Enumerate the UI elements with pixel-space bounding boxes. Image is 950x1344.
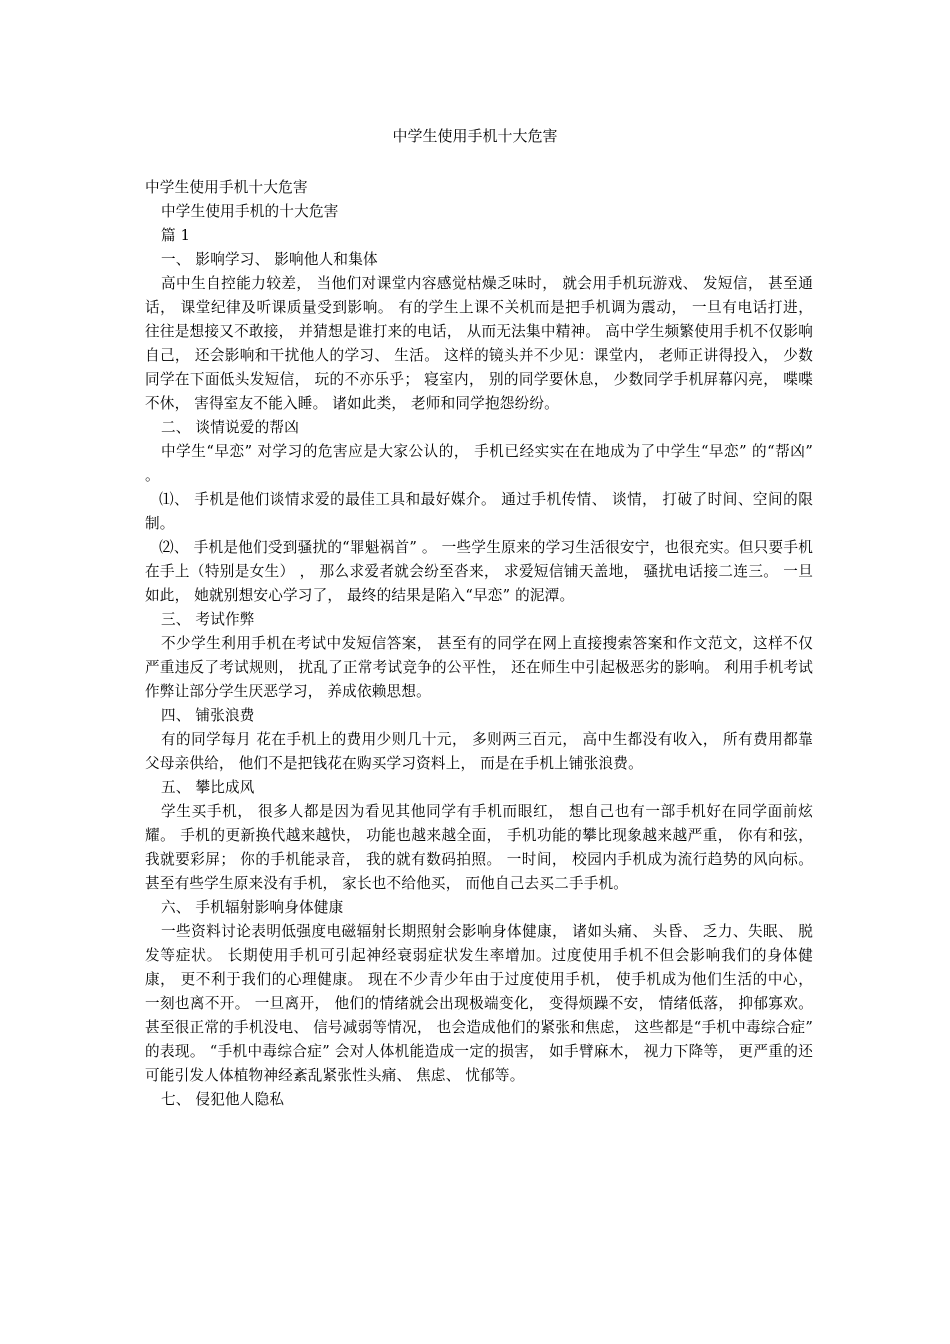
body-paragraph: ⑵、 手机是他们受到骚扰的“罪魁祸首” 。 一些学生原来的学习生活很安宁，也很充实。但只要手机在手上（特别是女生） ， 那么求爱者就会纷至沓来， 求爱短信铺天盖地， 骚扰电话接二连三。 一旦如此， 她就别想安心学习了， 最终的结果是陷入“早恋” 的泥潭。 [145,539,813,604]
body-paragraph: 学生买手机， 很多人都是因为看见其他同学有手机而眼红， 想自己也有一部手机好在同学面前炫耀。 手机的更新换代越来越快， 功能也越来越全面， 手机功能的攀比现象越来越严重， 你有和弦， 我就要彩屏； 你的手机能录音， 我的就有数码拍照。 一时间， 校园内手机成为流行趋势的风向标。 甚至有些学生原来没有手机， 家长也不给他买， 而他自己去买二手手机。 [145,803,813,892]
body-paragraph: 高中生自控能力较差， 当他们对课堂内容感觉枯燥乏味时， 就会用手机玩游戏、 发短信， 甚至通话， 课堂纪律及听课质量受到影响。 有的学生上课不关机而是把手机调为震动， 一旦有电话打进， 往往是想接又不敢接， 并猜想是谁打来的电话， 从而无法集中精神。 高中学生频繁使用手机不仅影响自己， 还会影响和干扰他人的学习、 生活。 这样的镜头并不少见：课堂内， 老师正讲得投入， 少数同学在下面低头发短信， 玩的不亦乐乎； 寝室内， 别的同学要休息， 少数同学手机屏幕闪亮， 喋喋不休， 害得室友不能入睡。 诸如此类， 老师和同学抱怨纷纷。 [145,275,813,412]
heading-line: 四、 铺张浪费 [161,707,255,724]
heading-line: 中学生使用手机十大危害 [145,179,308,196]
heading-line: 篇 1 [161,227,191,244]
body-paragraph: 有的同学每月 花在手机上的费用少则几十元， 多则两三百元， 高中生都没有收入， 所有费用都靠父母亲供给， 他们不是把钱花在购买学习资料上， 而是在手机上铺张浪费。 [145,731,813,772]
body-paragraph: 中学生“早恋” 对学习的危害应是大家公认的， 手机已经实实在在地成为了中学生“早恋” 的“帮凶” 。 [145,443,813,484]
heading-line: 七、 侵犯他人隐私 [161,1091,285,1108]
body-paragraph: 一些资料讨论表明低强度电磁辐射长期照射会影响身体健康， 诸如头痛、 头昏、 乏力、失眠、 脱发等症状。 长期使用手机可引起神经衰弱症状发生率增加。过度使用手机不但会影响我们的身体健康， 更不利于我们的心理健康。 现在不少青少年由于过度使用手机， 使手机成为他们生活的中心， 一刻也离不开。 一旦离开， 他们的情绪就会出现极端变化， 变得烦躁不安， 情绪低落， 抑郁寡欢。甚至很正常的手机没电、 信号减弱等情况， 也会造成他们的紧张和焦虑， 这些都是“手机中毒综合症” 的表现。 “手机中毒综合症” 会对人体机能造成一定的损害， 如手臂麻木， 视力下降等， 更严重的还可能引发人体植物神经紊乱紧张性头痛、 焦虑、 忧郁等。 [145,923,813,1084]
heading-line: 二、 谈情说爱的帮凶 [161,419,299,436]
document-body [145,176,813,1112]
heading-line: 五、 攀比成风 [161,779,255,796]
body-paragraph: ⑴、 手机是他们谈情求爱的最佳工具和最好媒介。 通过手机传情、 谈情， 打破了时间、空间的限制。 [145,491,813,532]
document-title: 中学生使用手机十大危害 [392,127,558,145]
body-paragraph: 不少学生利用手机在考试中发短信答案， 甚至有的同学在网上直接搜索答案和作文范文，这样不仅严重违反了考试规则， 扰乱了正常考试竞争的公平性， 还在师生中引起极恶劣的影响。 利用手机考试作弊让部分学生厌恶学习， 养成依赖思想。 [145,635,813,700]
heading-line: 一、 影响学习、 影响他人和集体 [161,251,378,268]
heading-line: 六、 手机辐射影响身体健康 [161,899,344,916]
heading-line: 三、 考试作弊 [161,611,255,628]
heading-line: 中学生使用手机的十大危害 [161,203,339,220]
